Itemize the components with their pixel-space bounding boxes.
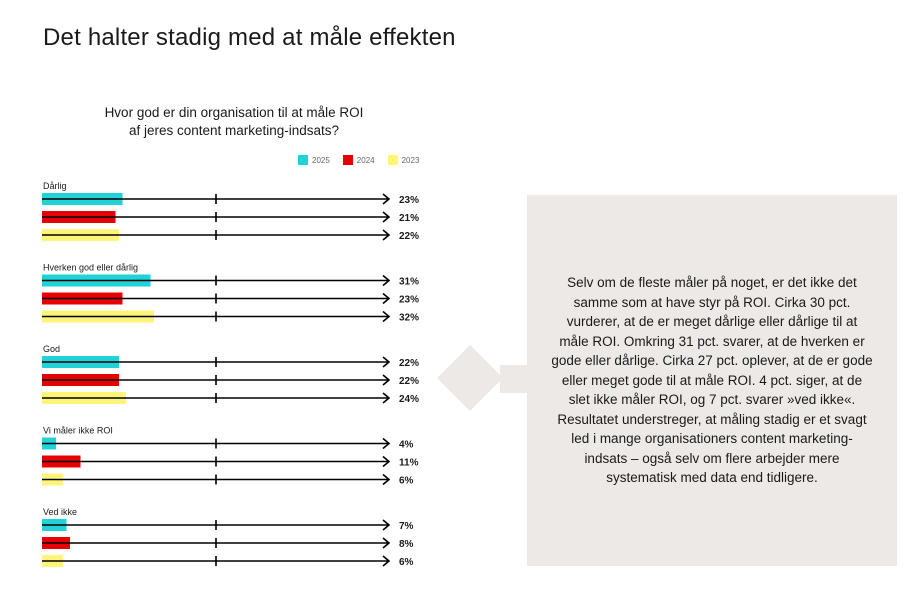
legend-label-2024: 2024 [356, 155, 375, 165]
value-label: 22% [399, 376, 420, 387]
legend-label-2025: 2025 [312, 155, 330, 165]
value-label: 11% [399, 457, 419, 469]
value-label: 4% [399, 439, 414, 451]
value-label: 32% [399, 312, 420, 324]
value-label: 6% [399, 475, 414, 487]
value-label: 23% [399, 294, 420, 306]
value-label: 6% [399, 557, 414, 568]
value-label: 22% [399, 358, 420, 369]
category-label: God [43, 344, 61, 354]
callout-text: Selv om de fleste måler på noget, er det ikke det samme som at have styr på ROI. Cirka 30 pct. vurderer, at de er meget dårlige eller dårlige til at måle ROI. Omkring 31 pct. svarer, at de hverken er gode eller dårlige. Cirka 27 pct. oplever, at de er gode eller meget gode til at måle ROI. 4 pct. siger, at de slet ikke måler ROI, og 7 pct. svarer »ved ikke«. Resultatet understreger, at måling stadig er et svagt led i mange organisationers content marketing-indsats – også selv om flere arbejder mere systematisk med data end tidligere. [551, 275, 873, 486]
value-label: 21% [399, 213, 420, 224]
value-label: 7% [399, 521, 414, 532]
value-label: 22% [399, 231, 420, 242]
category-label: Vi måler ikke ROI [43, 425, 113, 436]
page-title: Det halter stadig med at måle effekten [43, 24, 456, 51]
legend-label-2023: 2023 [401, 155, 420, 165]
value-label: 24% [399, 394, 420, 405]
chart-title-line-1: Hvor god er din organisation til at måle ROI [104, 105, 364, 120]
chart-title-line-2: af jeres content marketing-indsats? [128, 123, 340, 138]
category-label: Ved ikke [43, 507, 78, 517]
category-label: Hverken god eller dårlig [43, 262, 139, 273]
value-label: 23% [399, 195, 420, 206]
value-label: 31% [399, 276, 420, 288]
category-label: Dårlig [43, 181, 67, 191]
callout-box [527, 195, 897, 566]
value-label: 8% [399, 539, 414, 550]
